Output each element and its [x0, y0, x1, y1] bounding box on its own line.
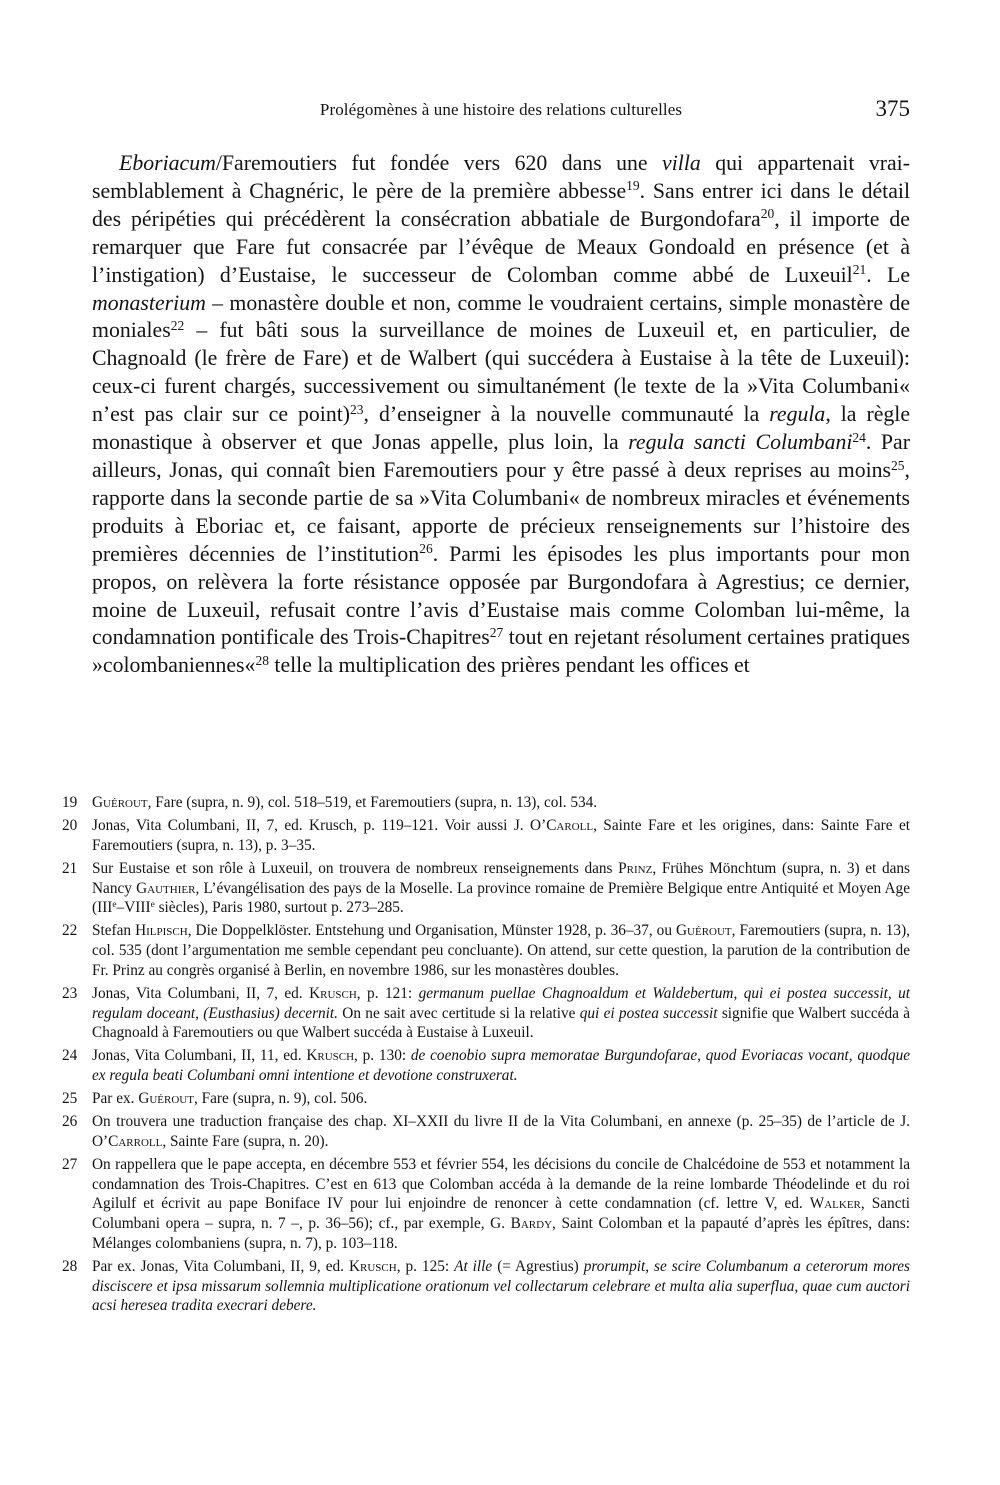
- footnote-19: [62, 793, 910, 813]
- author-name: Carroll: [108, 1132, 163, 1150]
- text-run: Jonas, Vita Columbani, II, 7, ed.: [92, 984, 310, 1002]
- latin-quote: de coenobio supra memoratae Burgundofarae, quod Evoriacas vocant, quodque ex regula beati Columbani omni intentione et devotione construxerat.: [92, 1047, 911, 1085]
- footnote-text: [92, 1090, 367, 1107]
- footnote-ref-20: 20: [760, 206, 775, 222]
- text-run: Jonas, Vita Columbani, II, 11, ed.: [92, 1047, 307, 1065]
- main-paragraph: [92, 150, 910, 680]
- author-name: Gauthier: [136, 879, 196, 897]
- page-header: [92, 96, 910, 124]
- footnote-ref-25: 25: [891, 457, 905, 473]
- text-run: , L’évangélisation des pays de la Moselle. La province romaine de Première Belgique entre Antiquité et Moyen Age (III: [92, 879, 910, 917]
- text-run: , Sainte Fare et les origines, dans: Sainte Fare et Faremoutiers (supra, n. 13), p. 3–35.: [92, 817, 910, 854]
- text-italic: regula: [769, 402, 826, 427]
- footnote-text: [92, 1156, 910, 1252]
- footnote-text: [92, 817, 910, 854]
- footnote-number: 28: [62, 1257, 78, 1275]
- text-run: . Par ailleurs, Jonas, qui connaît bien Faremoutiers pour y être passé à deux reprises au moins: [92, 430, 910, 482]
- footnote-text: [92, 922, 910, 978]
- footnote-ref-21: 21: [852, 262, 867, 278]
- author-name: Krusch: [306, 1047, 355, 1065]
- running-title: Prolégomènes à une histoire des relations culturelles: [319, 100, 683, 119]
- text-run: On ne sait avec certitude si la relative: [338, 1004, 580, 1022]
- footnote-number: 23: [62, 984, 78, 1002]
- footnote-number: 26: [62, 1113, 78, 1131]
- text-run: , p. 121:: [356, 984, 419, 1002]
- text-run: /Faremoutiers fut fondée vers 620 dans une: [215, 151, 663, 175]
- footnote-28: [62, 1257, 910, 1316]
- text-run: , Faremoutiers (supra, n. 13), col. 535 (dont l’argumentation me semble cependant peu concluante). On attend, sur cette question, la parution de la contribution de Fr. Prinz au congrès organisé à Berlin, en novembre 1986, sur les monastères doubles.: [92, 922, 910, 979]
- text-run: . Parmi les épisodes les plus importants pour mon propos, on relèvera la forte résistance opposée par Burgondofara à Agrestius; ce dernier, moine de Luxeuil, refusait contre l’avis d’Eustaise mais comme Colomban lui-même, la condamnation pontificale des Trois-Chapitres: [92, 541, 911, 650]
- footnote-number: 21: [62, 859, 78, 877]
- text-run: . Sans entrer ici dans le détail des péripéties qui précédèrent la consécration abbatiale de Burgondofara: [92, 178, 911, 231]
- text-run: , la règle monastique à observer et que Jonas appelle, plus loin, la: [92, 402, 911, 455]
- text-run: , p. 125:: [396, 1257, 455, 1275]
- footnote-20: [62, 816, 910, 855]
- latin-quote: prorumpit, se scire Columbanum a ceterorum mores disciscere et ipsa missarum sollemnia multiplicatione orationum vel collectarum celebrare et multa alia superflua, quae cum auctori acsi heresea tradita execrari debere.: [92, 1257, 911, 1315]
- text-run: tout en rejetant résolument certaines pratiques »colombaniennes«: [92, 625, 910, 678]
- footnote-text: [92, 1113, 910, 1150]
- footnote-22: [62, 921, 910, 980]
- footnote-25: [62, 1089, 910, 1109]
- text-run: signifie que Walbert succéda à Chagnoald à Faremoutiers ou que Walbert succéda à Eustaise à Luxeuil.: [92, 1004, 910, 1042]
- text-run: Par ex.: [92, 1090, 139, 1108]
- text-run: On trouvera une traduction française des chap. XI–XXII du livre II de la Vita Columbani, en annexe (p. 25–35) de l’article de J. O’: [92, 1113, 910, 1150]
- footnote-21: [62, 859, 910, 918]
- footnote-number: 24: [62, 1047, 78, 1065]
- text-italic: villa: [662, 151, 701, 175]
- author-name: Krusch: [309, 984, 357, 1002]
- footnote-ref-23: 23: [350, 401, 364, 417]
- text-run: – fut bâti sous la surveillance de moines de Luxeuil et, en particulier, de Chagnoald (le frère de Fare) et de Walbert (qui succédera à Eustaise à la tête de Luxeuil): ceux-ci furent chargés, successivement ou simultanément (le texte de la »Vita Columbani« n’est pas clair sur ce point): [92, 318, 910, 427]
- text-italic: Eboriacum: [119, 151, 216, 175]
- author-name: Bardy: [510, 1215, 553, 1233]
- footnote-text: [92, 1047, 910, 1084]
- footnotes: [62, 793, 910, 1319]
- footnote-number: 25: [62, 1090, 78, 1108]
- text-run: Stefan: [92, 922, 136, 940]
- latin-quote: germanum puellae Chagnoaldum et Waldebertum, qui ei postea successit, ut regulam doceant, (Eusthasius) decernit.: [92, 984, 911, 1022]
- footnote-text: [92, 794, 597, 811]
- footnote-number: 22: [62, 922, 78, 940]
- text-run: On rappellera que le pape accepta, en décembre 553 et février 554, les décisions du concile de Chalcédoine de 553 et notamment la condamnation des Trois-Chapitres. C’est en 613 que Colomban accéda à la demande de la reine lombarde Théodelinde et du roi Agilulf et écrivit au pape Boniface IV pour lui enjoindre de renoncer à cette condamnation (cf. lettre V, ed.: [92, 1156, 910, 1213]
- footnote-number: 19: [62, 794, 78, 811]
- author-name: Walker: [809, 1195, 861, 1213]
- text-italic: monasterium: [92, 290, 206, 315]
- latin-quote: qui ei postea successit: [579, 1004, 718, 1022]
- text-run: , d’enseigner à la nouvelle communauté la: [363, 402, 770, 427]
- text-run: –VIII: [116, 899, 151, 917]
- footnote-text: [92, 860, 910, 916]
- text-run: , Die Doppelklöster. Entstehung und Organisation, Münster 1928, p. 36–37, ou: [187, 922, 676, 940]
- author-name: Krusch: [348, 1257, 397, 1275]
- text-run: , p. 130:: [354, 1047, 411, 1065]
- text-run: siècles), Paris 1980, surtout p. 273–285.: [154, 899, 404, 917]
- text-run: , Fare (supra, n. 9), col. 518–519, et Faremoutiers (supra, n. 13), col. 534.: [147, 794, 598, 811]
- footnote-23: [62, 984, 910, 1043]
- ordinal-superscript: e: [112, 900, 117, 911]
- footnote-text: [92, 1258, 910, 1314]
- text-run: Par ex. Jonas, Vita Columbani, II, 9, ed.: [92, 1257, 349, 1275]
- footnote-ref-28: 28: [255, 652, 269, 668]
- footnote-24: [62, 1046, 910, 1085]
- footnote-ref-19: 19: [626, 178, 640, 194]
- text-run: Sur Eustaise et son rôle à Luxeuil, on trouvera de nombreux renseignements dans: [92, 859, 619, 877]
- page-number: 375: [875, 96, 910, 121]
- author-name: Guérout: [92, 794, 148, 811]
- author-name: Caroll: [546, 817, 594, 835]
- footnote-number: 27: [62, 1156, 78, 1174]
- author-name: Guérout: [138, 1090, 194, 1108]
- author-name: Guérout: [676, 922, 732, 940]
- text-run: , Sancti Columbani opera – supra, n. 7 –, p. 36–56); cf., par exemple, G.: [92, 1195, 910, 1233]
- text-run: , Sainte Fare (supra, n. 20).: [162, 1132, 329, 1150]
- latin-quote: At ille: [454, 1257, 493, 1275]
- footnote-ref-24: 24: [852, 429, 866, 445]
- text-run: , Frühes Mönchtum (supra, n. 3) et dans Nancy: [92, 859, 910, 897]
- text-run: . Le: [866, 262, 910, 287]
- text-run: – monastère double et non, comme le voudraient certains, simple monastère de moniales: [92, 290, 910, 343]
- text-run: (= Agrestius): [492, 1257, 584, 1275]
- footnote-ref-27: 27: [489, 624, 504, 640]
- footnote-26: [62, 1112, 910, 1151]
- author-name: Hilpisch: [135, 922, 188, 940]
- ordinal-superscript: e: [150, 900, 155, 911]
- text-run: , Fare (supra, n. 9), col. 506.: [193, 1090, 368, 1108]
- text-run: qui appartenait vraisemblablement à Chagnéric, le père de la première abbesse: [92, 151, 910, 203]
- text-run: Jonas, Vita Columbani, II, 7, ed. Krusch, p. 119–121. Voir aussi J. O’: [92, 817, 547, 835]
- text-run: , il importe de remarquer que Fare fut consacrée par l’évêque de Meaux Gondoald en présence (et à l’instigation) d’Eustaise, le successeur de Colomban comme abbé de Luxeuil: [92, 206, 910, 287]
- footnote-number: 20: [62, 817, 78, 835]
- author-name: Prinz: [618, 859, 653, 877]
- footnote-ref-26: 26: [419, 541, 433, 557]
- text-italic: regula sancti Columbani: [628, 430, 853, 455]
- text-run: , Saint Colomban et la papauté d’après les épîtres, dans: Mélanges colombaniens (supra, n. 7), p. 103–118.: [92, 1215, 910, 1252]
- text-run: telle la multiplication des prières pendant les offices et: [268, 653, 750, 678]
- footnote-text: [92, 985, 910, 1041]
- text-run: , rapporte dans la seconde partie de sa »Vita Columbani« de nombreux miracles et événements produits à Eboriac et, ce faisant, apporte de précieux renseignements sur l’histoire des premières décennies de l’institution: [92, 457, 910, 566]
- footnote-ref-22: 22: [170, 318, 185, 334]
- footnote-27: [62, 1155, 910, 1254]
